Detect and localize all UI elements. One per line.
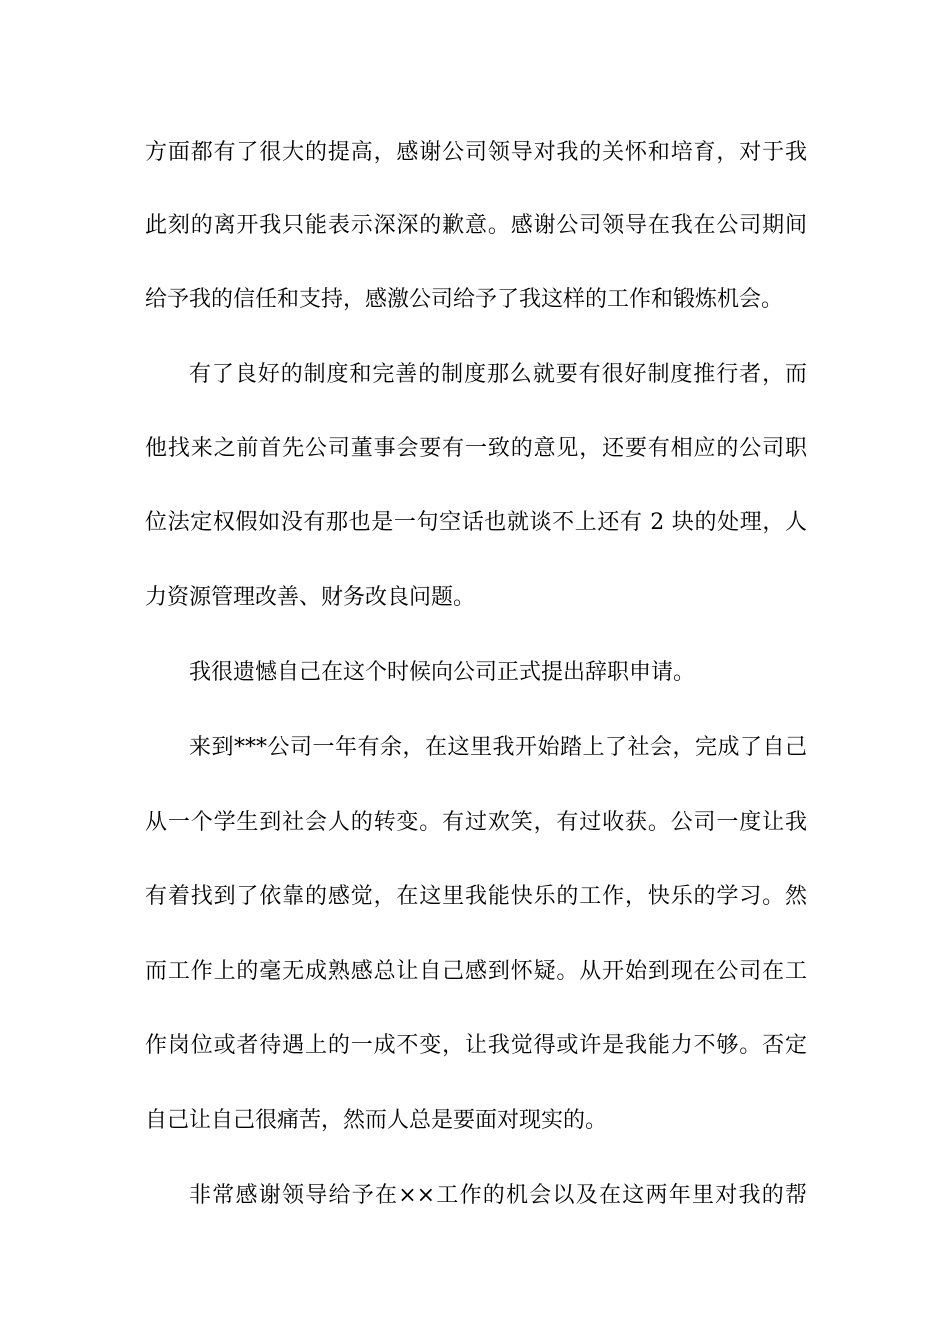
- body-text-line: 有着找到了依靠的感觉，在这里我能快乐的工作，快乐的学习。然: [145, 884, 807, 909]
- body-text-line: 他找来之前首先公司董事会要有一致的意见，还要有相应的公司职: [145, 436, 807, 461]
- body-text-line: 此刻的离开我只能表示深深的歉意。感谢公司领导在我在公司期间: [145, 213, 807, 238]
- paragraph-first-line: 有了良好的制度和完善的制度那么就要有很好制度推行者，而: [189, 362, 807, 387]
- body-text-line: 而工作上的毫无成熟感总让自己感到怀疑。从开始到现在公司在工: [145, 959, 807, 984]
- paragraph-first-line: 我很遗憾自己在这个时候向公司正式提出辞职申请。: [189, 660, 696, 685]
- body-text-line: 力资源管理改善、财务改良问题。: [145, 585, 476, 610]
- paragraph-first-line: 非常感谢领导给予在××工作的机会以及在这两年里对我的帮: [189, 1183, 807, 1208]
- paragraph-first-line: 来到***公司一年有余，在这里我开始踏上了社会，完成了自己: [189, 735, 807, 760]
- body-text-line: 位法定权假如没有那也是一句空话也就谈不上还有 2 块的处理，人: [145, 510, 807, 535]
- body-text-line: 给予我的信任和支持，感激公司给予了我这样的工作和锻炼机会。: [145, 287, 784, 312]
- body-text-line: 方面都有了很大的提高，感谢公司领导对我的关怀和培育，对于我: [145, 140, 807, 165]
- body-text-line: 自己让自己很痛苦，然而人总是要面对现实的。: [145, 1108, 608, 1133]
- body-text-line: 从一个学生到社会人的转变。有过欢笑，有过收获。公司一度让我: [145, 810, 807, 835]
- body-text-line: 作岗位或者待遇上的一成不变，让我觉得或许是我能力不够。否定: [145, 1033, 807, 1058]
